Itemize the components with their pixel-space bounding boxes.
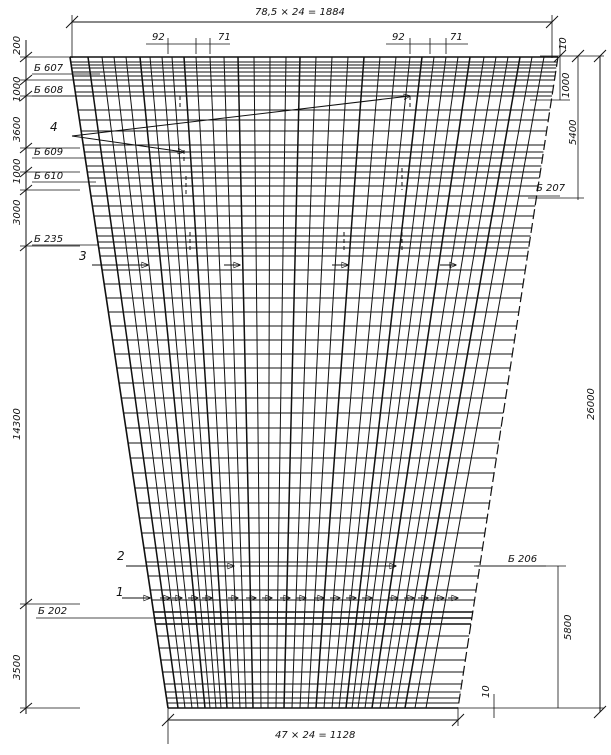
- top-gap-dimension: 10: [558, 37, 569, 50]
- beam-label-b235: Б 235: [34, 234, 64, 245]
- left-dim-3600: 3600: [12, 116, 23, 142]
- vertical-line: [300, 57, 332, 708]
- beam-label-b607: Б 607: [34, 63, 64, 74]
- callout-2: 2: [117, 549, 125, 563]
- callout-4: 4: [50, 120, 58, 134]
- top-left-spacing-92: 92: [152, 32, 165, 43]
- left-dim-14300: 14300: [12, 408, 23, 440]
- bottom-width-dimension: 47 × 24 = 1128: [275, 730, 356, 741]
- callout-4-arrow-b: [72, 136, 184, 152]
- vertical-line: [184, 57, 227, 708]
- bottom-gap-dimension: 10: [481, 685, 492, 698]
- vertical-line: [276, 57, 286, 708]
- right-upper-dimension: 5400: [568, 119, 579, 145]
- vertical-line: [268, 57, 270, 708]
- beam-label-b207: Б 207: [536, 183, 566, 194]
- right-total-dimension: 26000: [586, 388, 597, 420]
- vertical-line: [339, 57, 410, 708]
- vertical-line: [388, 57, 496, 708]
- left-dim-1000-b: 1000: [12, 158, 23, 184]
- vertical-line: [88, 57, 178, 708]
- beam-label-b609: Б 609: [34, 147, 64, 158]
- vertical-line: [396, 57, 508, 708]
- callout-3: 3: [79, 249, 87, 263]
- vertical-line: [380, 57, 484, 708]
- beam-label-b608: Б 608: [34, 85, 64, 96]
- left-dim-1000-a: 1000: [12, 76, 23, 102]
- callout-1: 1: [116, 585, 124, 599]
- vertical-line: [172, 57, 221, 708]
- vertical-line: [126, 57, 198, 708]
- top-left-spacing-71: 71: [218, 32, 231, 43]
- vertical-line: [292, 57, 316, 708]
- top-right-spacing-92: 92: [392, 32, 405, 43]
- vertical-line: [405, 57, 520, 708]
- right-lower-dimension: 5800: [563, 614, 574, 640]
- grid-lines: [70, 57, 558, 708]
- left-dim-3000: 3000: [12, 199, 23, 225]
- beam-label-b610: Б 610: [34, 171, 64, 182]
- right-small-dimension: 1000: [561, 72, 572, 98]
- vertical-line: [162, 57, 216, 708]
- vertical-line: [254, 57, 261, 708]
- beam-label-b202: Б 202: [38, 606, 68, 617]
- vertical-line: [238, 57, 253, 708]
- top-right-spacing-71: 71: [450, 32, 463, 43]
- vertical-line: [284, 57, 300, 708]
- left-dim-200: 200: [12, 35, 23, 55]
- beam-label-b206: Б 206: [508, 554, 538, 565]
- top-width-dimension: 78,5 × 24 = 1884: [255, 7, 345, 18]
- left-dim-3500: 3500: [12, 654, 23, 680]
